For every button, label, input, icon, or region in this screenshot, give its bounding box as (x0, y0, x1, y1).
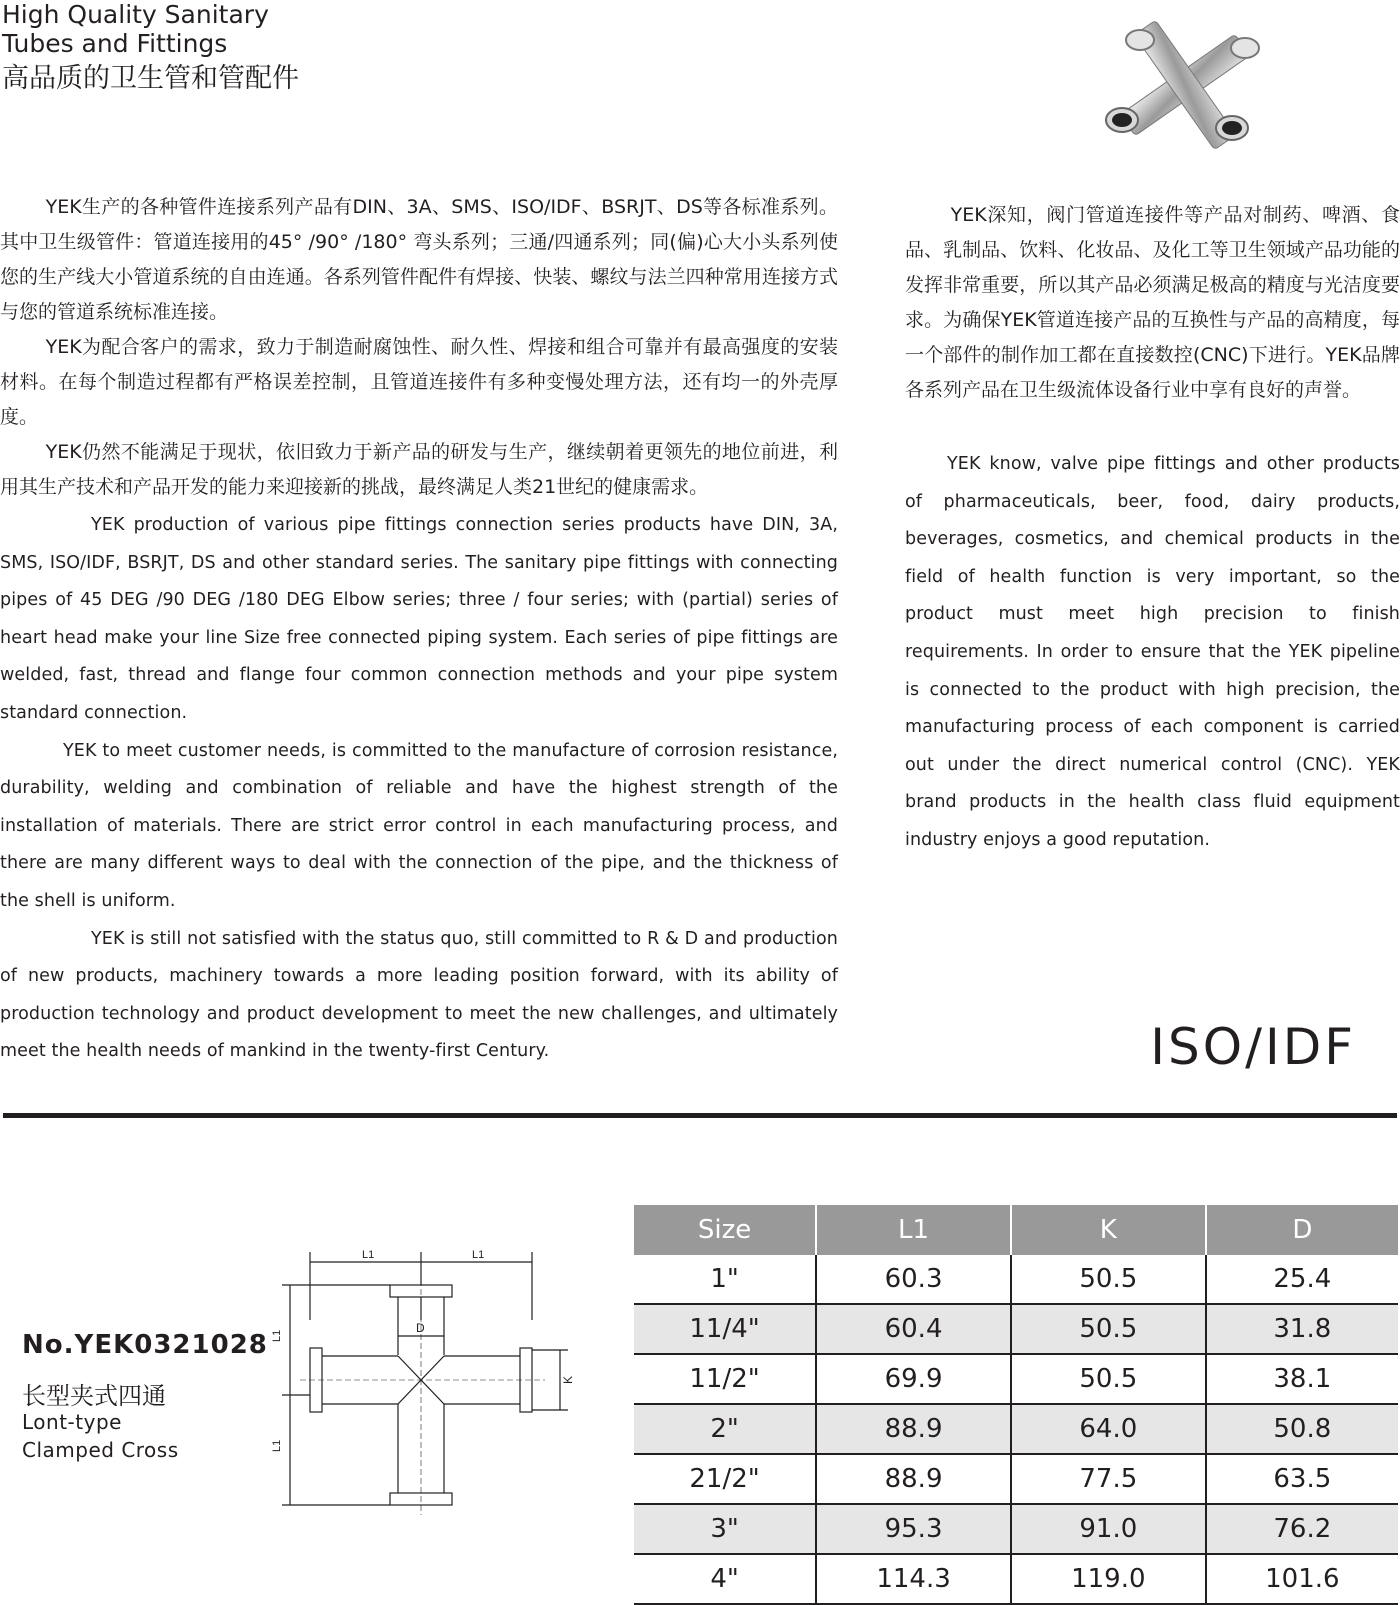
cell-l1: 88.9 (816, 1454, 1011, 1504)
right-cn-paragraph: YEK深知，阀门管道连接件等产品对制药、啤酒、食品、乳制品、饮料、化妆品、及化工等卫生领域产品功能的发挥非常重要，所以其产品必须满足极高的精度与光洁度要求。为确保YEK管道连接产品的互换性与产品的高精度，每一个部件的制作加工都在直接数控(CNC)下进行。YEK品牌各系列产品在卫生级流体设备行业中享有良好的声誉。 (905, 204, 1400, 401)
table-row (634, 1404, 1398, 1454)
title-en-line2: Tubes and Fittings (2, 29, 228, 58)
left-cn-paragraph-1: YEK生产的各种管件连接系列产品有DIN、3A、SMS、ISO/IDF、BSRJT、DS等各标准系列。其中卫生级管件：管道连接用的45° /90° /180° 弯头系列；三通/四通系列；同(偏)心大小头系列使您的生产线大小管道系统的自由连通。各系列管件配件有焊接、快装、螺纹与法兰四种常用连接方式与您的管道系统标准连接。 (0, 196, 838, 323)
table-row (634, 1554, 1398, 1604)
cell-size: 4" (634, 1554, 816, 1604)
spec-table-header-row (634, 1205, 1398, 1255)
cell-d: 31.8 (1206, 1304, 1398, 1354)
header-title-cn: 高品质的卫生管和管配件 (2, 63, 299, 94)
cell-k: 77.5 (1011, 1454, 1206, 1504)
table-row (634, 1504, 1398, 1554)
product-number: No.YEK0321028 (22, 1330, 268, 1360)
cell-k: 119.0 (1011, 1554, 1206, 1604)
cell-l1: 95.3 (816, 1504, 1011, 1554)
table-row (634, 1255, 1398, 1304)
cell-l1: 60.4 (816, 1304, 1011, 1354)
drawing-label-l1-side-bottom: L1 (271, 1439, 283, 1452)
cell-l1: 60.3 (816, 1255, 1011, 1304)
section-divider (3, 1113, 1397, 1118)
cell-d: 101.6 (1206, 1554, 1398, 1604)
cell-d: 76.2 (1206, 1504, 1398, 1554)
header-title-en (2, 0, 362, 58)
cell-size: 11/2" (634, 1354, 816, 1404)
product-name-cn: 长型夹式四通 (22, 1382, 166, 1410)
left-en-paragraph-3: YEK is still not satisfied with the status quo, still committed to R & D and production of new products, machinery towards a more leading position forward, with its ability of production technology and product development to meet the new challenges, and ultimately meet the health needs of mankind in the twenty-first Century. (0, 928, 838, 1062)
drawing-label-d: D (416, 1321, 425, 1335)
cell-k: 50.5 (1011, 1304, 1206, 1354)
right-column (905, 198, 1400, 860)
drawing-label-l1-top-left: L1 (362, 1249, 375, 1261)
header-k: K (1011, 1205, 1206, 1255)
cell-k: 50.5 (1011, 1354, 1206, 1404)
drawing-label-l1-side-top: L1 (271, 1329, 283, 1342)
left-cn-paragraph-2: YEK为配合客户的需求，致力于制造耐腐蚀性、耐久性、焊接和组合可靠并有最高强度的安装材料。在每个制造过程都有严格误差控制，且管道连接件有多种变慢处理方法，还有均一的外壳厚度。 (0, 336, 838, 428)
cell-d: 38.1 (1206, 1354, 1398, 1404)
left-en-paragraph-1: YEK production of various pipe fittings connection series products have DIN, 3A, SMS, ISO/IDF, BSRJT, DS and other standard series. The sanitary pipe fittings with connecting pipes of 45 DEG /90 DEG /180 DEG Elbow series; three / four series; with (partial) series of heart head make your line Size free connected piping system. Each series of pipe fittings are welded, fast, thread and flange four common connection methods and your pipe system standard connection. (0, 515, 838, 723)
header-d: D (1206, 1205, 1398, 1255)
cell-k: 91.0 (1011, 1504, 1206, 1554)
cross-fitting-photo (1100, 20, 1270, 150)
series-title: ISO/IDF (1150, 1018, 1356, 1076)
cell-size: 2" (634, 1404, 816, 1454)
cell-size: 1" (634, 1255, 816, 1304)
cell-l1: 69.9 (816, 1354, 1011, 1404)
cell-d: 63.5 (1206, 1454, 1398, 1504)
cell-size: 3" (634, 1504, 816, 1554)
cell-d: 50.8 (1206, 1404, 1398, 1454)
cell-size: 21/2" (634, 1454, 816, 1504)
product-name-en-line1: Lont-type (22, 1410, 122, 1434)
table-row (634, 1354, 1398, 1404)
header-size: Size (634, 1205, 816, 1255)
cell-l1: 114.3 (816, 1554, 1011, 1604)
right-en-paragraph: YEK know, valve pipe fittings and other products of pharmaceuticals, beer, food, dairy products, beverages, cosmetics, and chemical products in the field of health function is very important, so the product must meet high precision to finish requirements. In order to ensure that the YEK pipeline is connected to the product with high precision, the manufacturing process of each component is carried out under the direct numerical control (CNC). YEK brand products in the health class fluid equipment industry enjoys a good reputation. (905, 454, 1400, 850)
table-row (634, 1304, 1398, 1354)
cell-k: 64.0 (1011, 1404, 1206, 1454)
drawing-label-l1-top-right: L1 (472, 1249, 485, 1261)
spec-table (634, 1205, 1398, 1605)
left-en-paragraph-2: YEK to meet customer needs, is committed to the manufacture of corrosion resistance, durability, welding and combination of reliable and have the highest strength of the installation of materials. There are strict error control in each manufacturing process, and there are many different ways to deal with the connection of the pipe, and the thickness of the shell is uniform. (0, 740, 838, 911)
header-l1: L1 (816, 1205, 1011, 1255)
left-column (0, 190, 838, 1071)
product-name-en-line2: Clamped Cross (22, 1438, 179, 1462)
title-en-line1: High Quality Sanitary (2, 0, 269, 29)
cell-k: 50.5 (1011, 1255, 1206, 1304)
cell-l1: 88.9 (816, 1404, 1011, 1454)
cell-size: 11/4" (634, 1304, 816, 1354)
cell-d: 25.4 (1206, 1255, 1398, 1304)
left-cn-paragraph-3: YEK仍然不能满足于现状，依旧致力于新产品的研发与生产，继续朝着更领先的地位前进，利用其生产技术和产品开发的能力来迎接新的挑战，最终满足人类21世纪的健康需求。 (0, 441, 838, 498)
technical-drawing (270, 1240, 600, 1530)
table-row (634, 1454, 1398, 1504)
drawing-label-k: K (561, 1375, 575, 1384)
